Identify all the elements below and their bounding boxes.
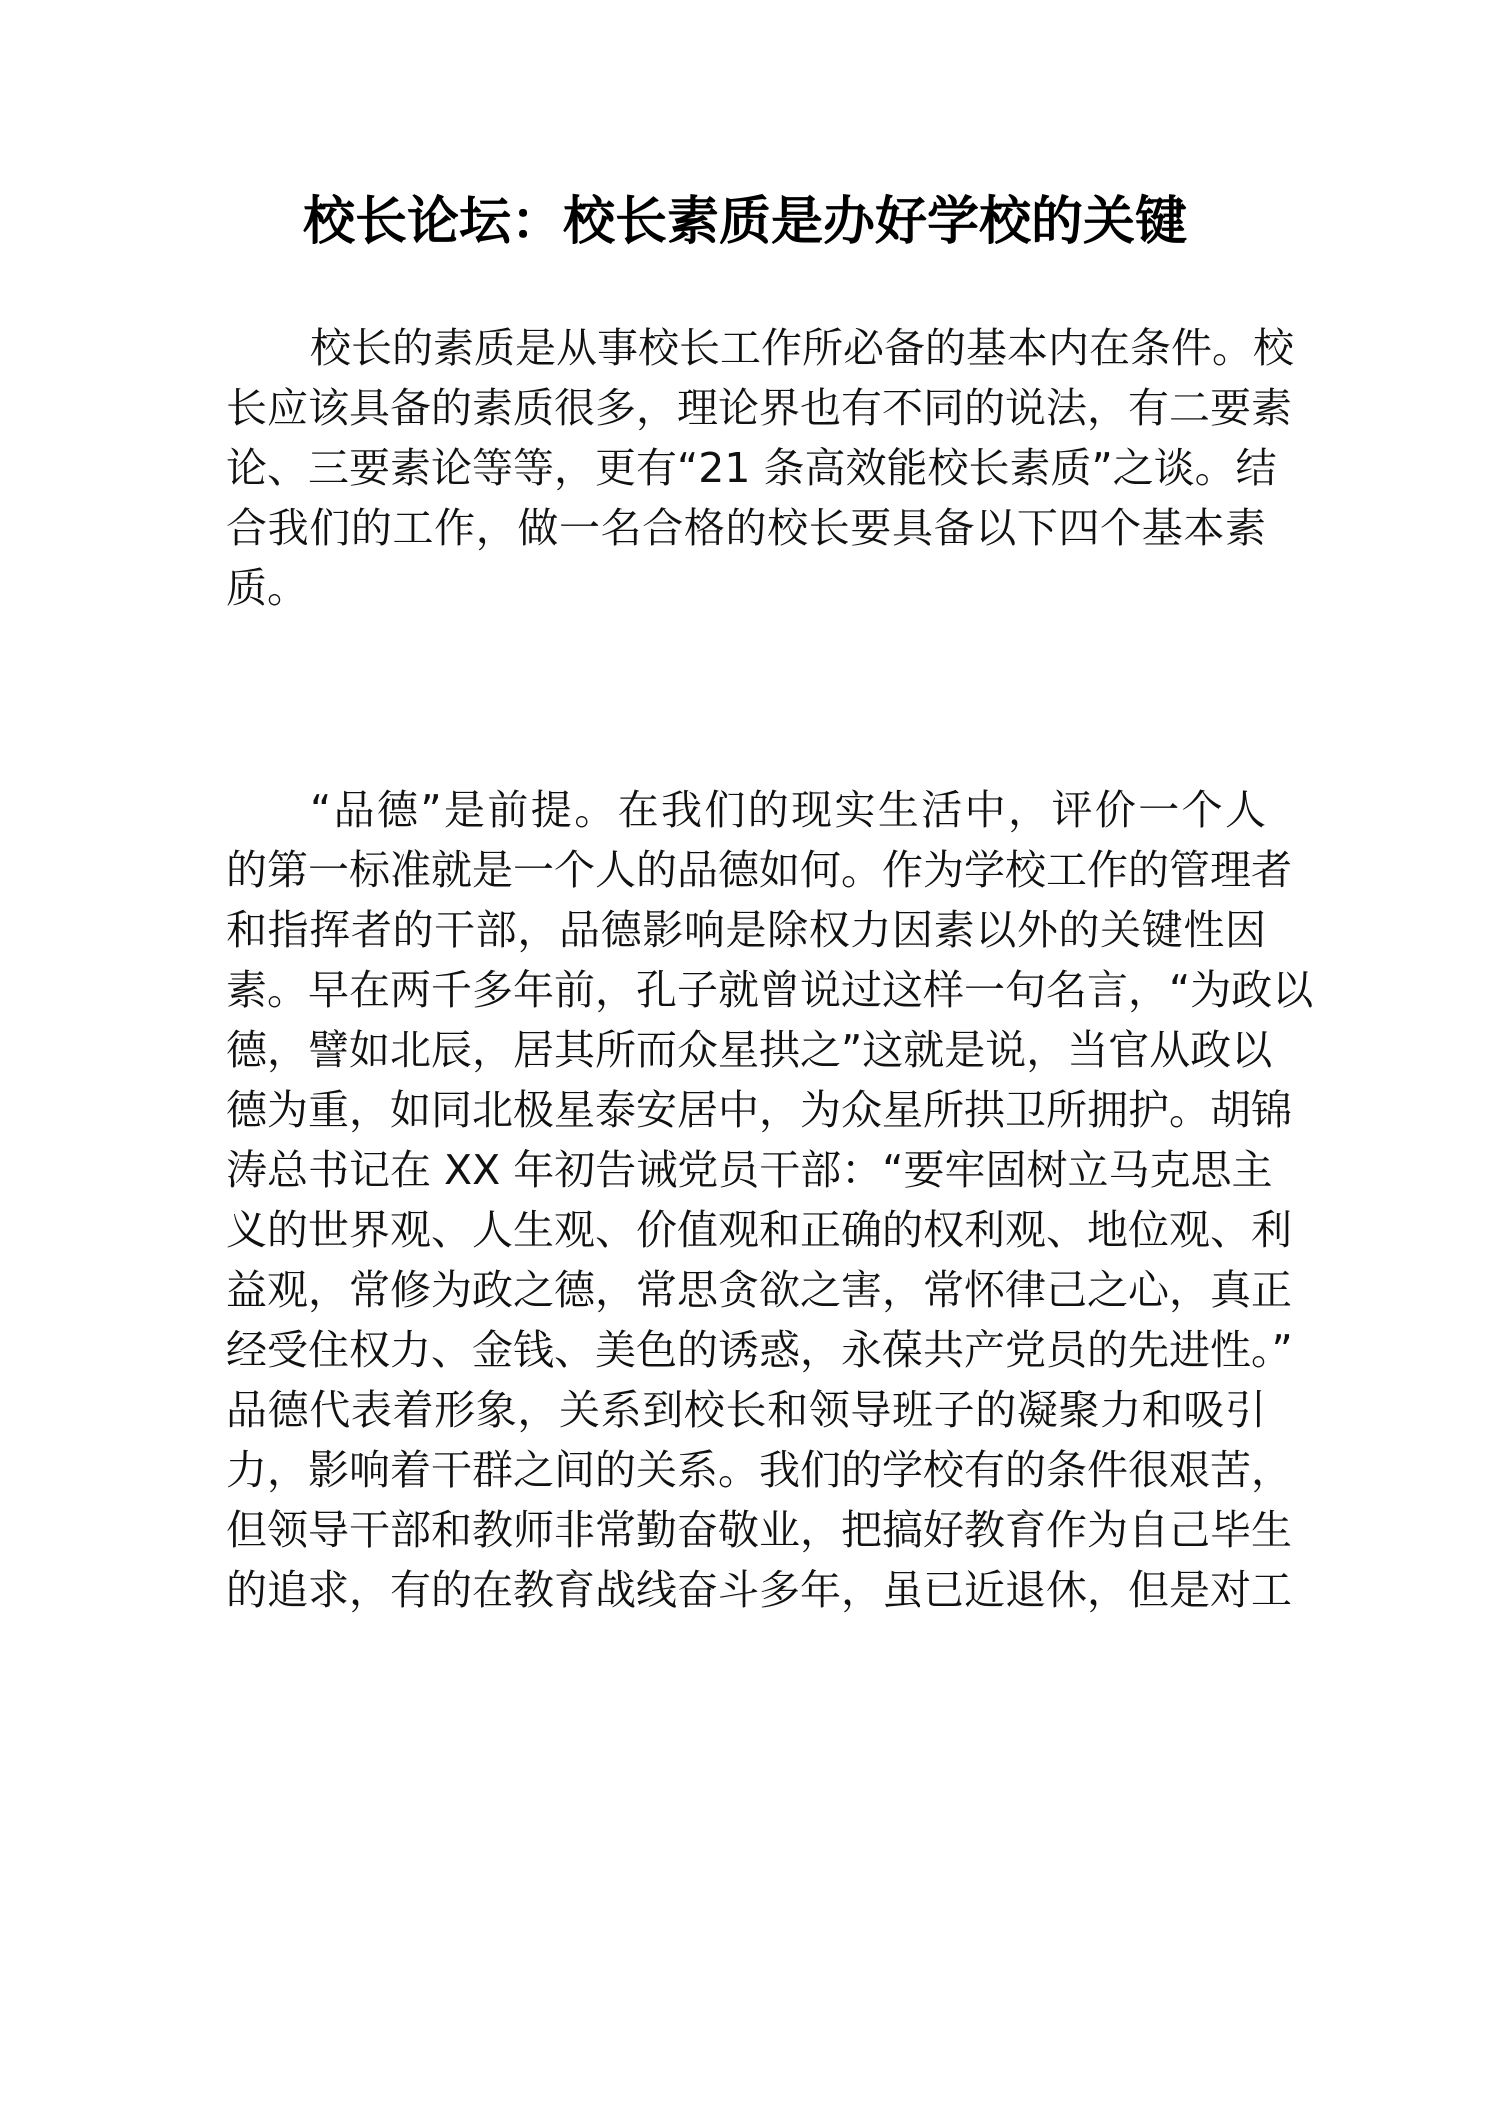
- paragraph-line: 校长的素质是从事校长工作所必备的基本内在条件。校: [310, 324, 1294, 372]
- paragraph-line: 涛总书记在 XX 年初告诫党员干部：“要牢固树立马克思主: [226, 1146, 1273, 1194]
- paragraph-line: 长应该具备的素质很多，理论界也有不同的说法，有二要素: [226, 384, 1292, 432]
- paragraph-line: 德，譬如北辰，居其所而众星拱之”这就是说，当官从政以: [226, 1026, 1273, 1074]
- paragraph-line: 质。: [226, 564, 308, 612]
- paragraph-line: 素。早在两千多年前，孔子就曾说过这样一句名言，“为政以: [226, 966, 1314, 1014]
- document-title: 校长论坛：校长素质是办好学校的关键: [302, 191, 1187, 252]
- paragraph-line: 的第一标准就是一个人的品德如何。作为学校工作的管理者: [226, 846, 1292, 894]
- paragraph-line: 力，影响着干群之间的关系。我们的学校有的条件很艰苦，: [226, 1446, 1292, 1494]
- paragraph-line: 德为重，如同北极星泰安居中，为众星所拱卫所拥护。胡锦: [226, 1086, 1292, 1134]
- paragraph-line: 和指挥者的干部，品德影响是除权力因素以外的关键性因: [226, 906, 1266, 954]
- paragraph-line: “品德”是前提。在我们的现实生活中，评价一个人: [310, 786, 1266, 834]
- paragraph-line: 的追求，有的在教育战线奋斗多年，虽已近退休，但是对工: [226, 1566, 1292, 1614]
- paragraph-line: 但领导干部和教师非常勤奋敬业，把搞好教育作为自己毕生: [226, 1506, 1292, 1554]
- paragraph-line: 论、三要素论等等，更有“21 条高效能校长素质”之谈。结: [226, 444, 1277, 492]
- paragraph-line: 益观，常修为政之德，常思贪欲之害，常怀律己之心，真正: [226, 1266, 1292, 1314]
- paragraph-line: 品德代表着形象，关系到校长和领导班子的凝聚力和吸引: [226, 1386, 1266, 1434]
- paragraph-line: 经受住权力、金钱、美色的诱惑，永葆共产党员的先进性。”: [226, 1326, 1293, 1374]
- paragraph-line: 义的世界观、人生观、价值观和正确的权利观、地位观、利: [226, 1206, 1292, 1254]
- paragraph-line: 合我们的工作，做一名合格的校长要具备以下四个基本素: [226, 504, 1266, 552]
